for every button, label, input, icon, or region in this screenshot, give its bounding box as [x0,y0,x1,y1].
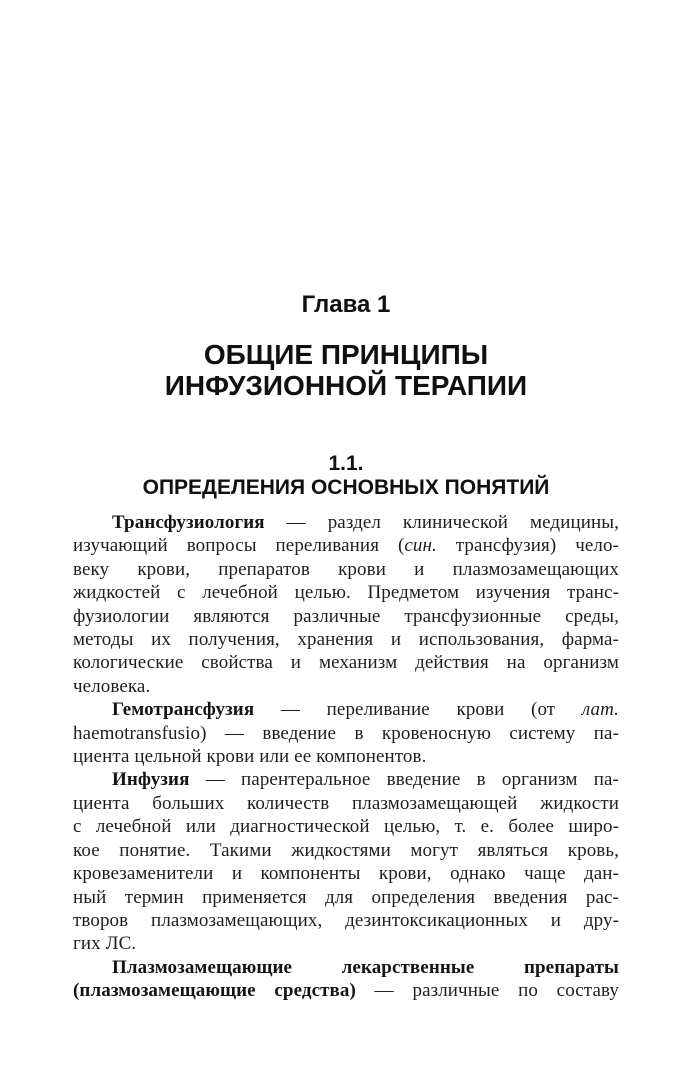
body-text [73,511,619,1003]
text-line: человека. [73,675,151,697]
text-line: (плазмозамещающие средства) — различные по составу [73,980,619,1002]
section-number: 1.1. [328,452,364,475]
text-line: кологические свойства и механизм действия на организм [73,652,619,674]
text-line: с лечебной или диагностической целью, т. е. более широ- [73,816,619,838]
chapter-title-line-2: ИНФУЗИОННОЙ ТЕРАПИИ [164,370,528,401]
text-line: фузиологии являются различные трансфузионные среды, [73,605,619,627]
text-line: циента больших количеств плазмозамещающей жидкости [73,792,619,814]
text-line: Трансфузиология — раздел клинической медицины, [112,512,619,533]
section-heading [0,452,692,500]
text-line: haemotransfusio) — введение в кровеносную систему па- [73,722,619,744]
text-line: веку крови, препаратов крови и плазмозамещающих [73,558,619,580]
text-line: гих ЛС. [73,933,137,955]
paragraph-hemotransfusion [73,698,619,768]
text-line: Инфузия — парентеральное введение в организм па- [112,769,619,791]
paragraph-infusion [73,768,619,955]
paragraph-plasma-substitutes [73,956,619,1003]
chapter-kicker: Глава 1 [301,291,391,318]
text-line: кое понятие. Такими жидкостями могут являться кровь, [73,839,619,861]
text-line: ный термин применяется для определения введения рас- [73,886,619,908]
section-title: ОПРЕДЕЛЕНИЯ ОСНОВНЫХ ПОНЯТИЙ [142,476,550,499]
text-line: Плазмозамещающие лекарственные препараты [112,956,619,978]
text-line: творов плазмозамещающих, дезинтоксикационных и дру- [73,909,619,931]
text-line: кровезаменители и компоненты крови, однако чаще дан- [73,863,619,885]
text-line: циента цельной крови или ее компонентов. [73,746,427,768]
text-line: методы их получения, хранения и использования, фарма- [73,629,619,651]
chapter-title [0,339,692,401]
chapter-title-line-1: ОБЩИЕ ПРИНЦИПЫ [203,339,489,370]
text-line: Гемотрансфузия — переливание крови (от лат. [112,699,619,721]
text-line: жидкостей с лечебной целью. Предметом изучения транс- [73,582,619,604]
text-line: изучающий вопросы переливания (син. трансфузия) чело- [73,535,619,557]
paragraph-transfusiology [73,511,619,698]
